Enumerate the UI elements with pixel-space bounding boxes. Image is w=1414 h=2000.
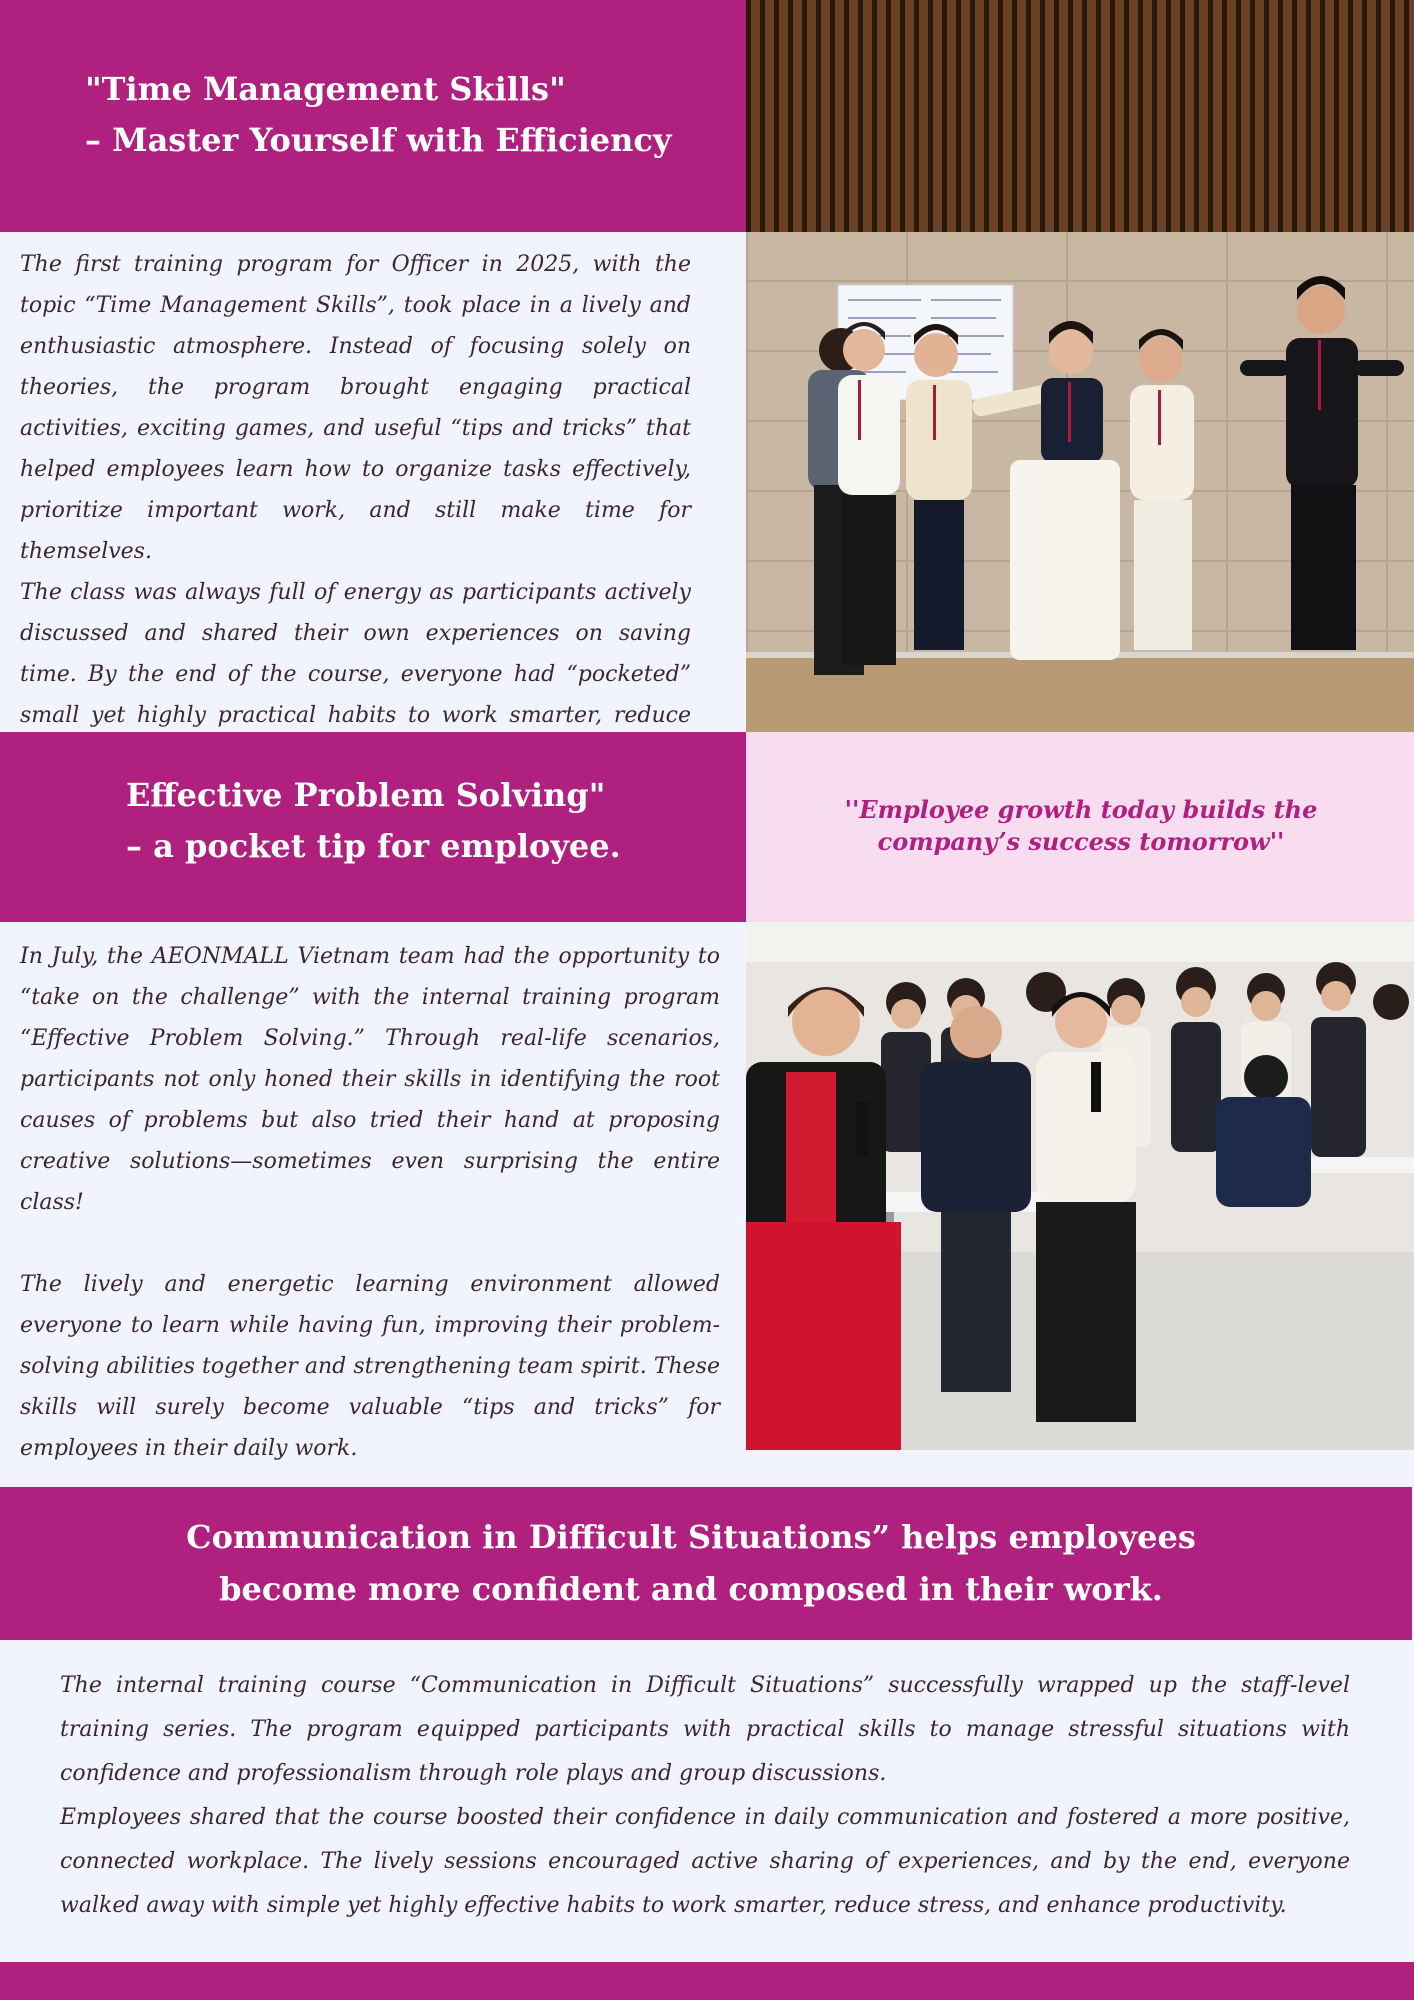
communication-banner <box>0 1487 1412 1640</box>
time-management-banner <box>0 0 746 232</box>
title-line-2: become more confident and composed in their work. <box>219 1570 1163 1608</box>
growth-quote: ''Employee growth today builds the company’s success tomorrow'' <box>844 795 1318 856</box>
communication-text <box>60 1664 1350 1928</box>
paragraph: The internal training course “Communication in Difficult Situations” successfully wrapped up the staff-level training series. The program equipped participants with practical skills to manage stressful situations with confidence and professionalism through role plays and group discussions. <box>60 1673 1350 1786</box>
spacer <box>20 1223 720 1264</box>
problem-solving-text <box>20 936 720 1469</box>
problem-solving-banner <box>0 732 746 922</box>
quote-panel <box>746 732 1414 922</box>
title-line-2: – Master Yourself with Efficiency <box>85 121 672 159</box>
footer-bar <box>0 1962 1414 2000</box>
group-photo-image <box>746 0 1414 732</box>
classroom-photo-image <box>746 922 1414 1450</box>
time-management-title <box>85 64 725 166</box>
problem-solving-title <box>126 770 726 872</box>
title-line-1: Effective Problem Solving" <box>126 776 606 814</box>
title-line-1: Communication in Difficult Situations” helps employees <box>186 1518 1196 1556</box>
paragraph: Employees shared that the course boosted their confidence in daily communication and fostered a more positive, connected workplace. The lively sessions encouraged active sharing of experiences, and by the end, everyone walked away with simple yet highly effective habits to work smarter, reduce stress, and enhance productivity. <box>60 1805 1350 1918</box>
paragraph: The lively and energetic learning environment allowed everyone to learn while having fun, improving their problem-solving abilities together and strengthening team spirit. These skills will surely become valuable “tips and tricks” for employees in their daily work. <box>20 1272 720 1461</box>
title-line-2: – a pocket tip for employee. <box>126 827 621 865</box>
paragraph: The first training program for Officer in 2025, with the topic “Time Management Skills”, took place in a lively and enthusiastic atmosphere. Instead of focusing solely on theories, the program brought engaging practical activities, exciting games, and useful “tips and tricks” that helped employees learn how to organize tasks effectively, prioritize important work, and still make time for themselves. <box>20 252 691 564</box>
title-line-1: "Time Management Skills" <box>85 70 566 108</box>
paragraph: The class was always full of energy as participants actively discussed and shared their own experiences on saving time. By the end of the course, everyone had “pocketed” small yet highly practical habits to work smarter, reduce <box>20 580 691 728</box>
communication-title <box>0 1511 1382 1615</box>
paragraph: In July, the AEONMALL Vietnam team had the opportunity to “take on the challenge” with the internal training program “Effective Problem Solving.” Through real-life scenarios, participants not only honed their skills in identifying the root causes of problems but also tried their hand at proposing creative solutions—sometimes even surprising the entire class! <box>20 944 720 1215</box>
time-management-text <box>20 244 691 777</box>
